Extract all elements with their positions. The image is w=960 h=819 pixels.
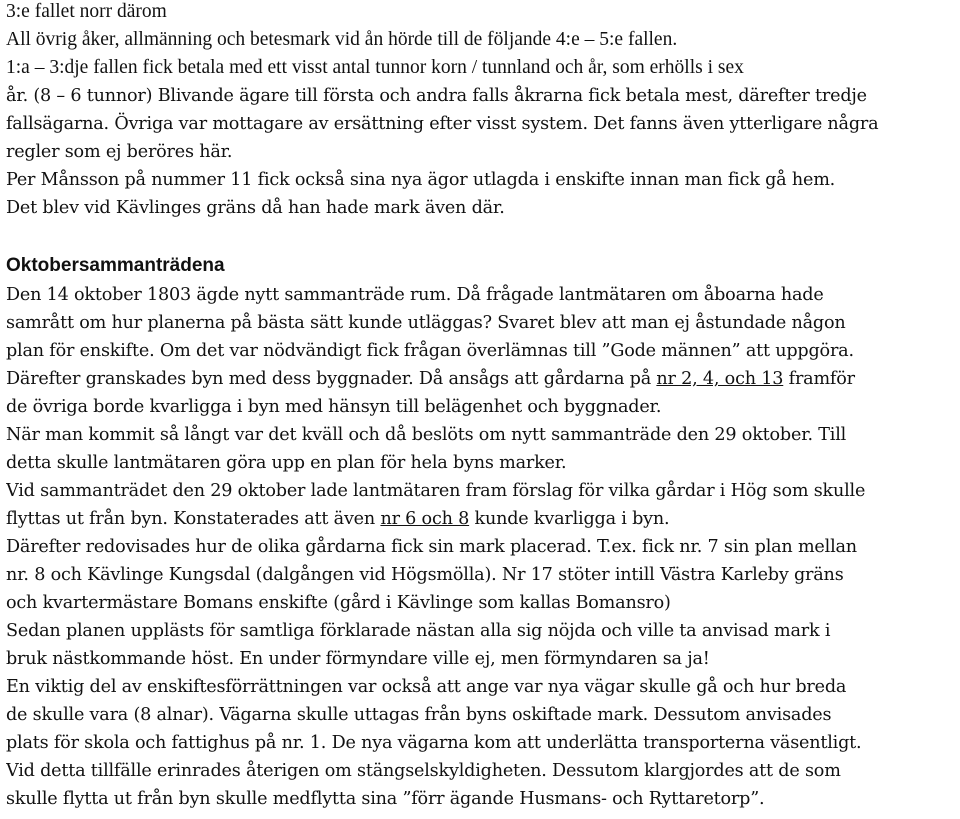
text-segment: år. (8 – 6 tunnor) Blivande ägare till första och andra falls åkrarna fick betala mest, därefter tredje <box>6 86 867 106</box>
text-segment: Den 14 oktober 1803 ägde nytt sammanträde rum. Då frågade lantmätaren om åboarna hade <box>6 285 824 305</box>
text-segment: plan för enskifte. Om det var nödvändigt fick frågan överlämnas till ”Gode männen” att uppgöra. <box>6 341 854 361</box>
text-segment: Vid detta tillfälle erinrades återigen om stängselskyldigheten. Dessutom klargjordes att de som <box>6 761 841 781</box>
text-segment: de skulle vara (8 alnar). Vägarna skulle uttagas från byns oskiftade mark. Dessutom anvisades <box>6 705 832 725</box>
text-segment: En viktig del av enskiftesförrättningen var också att ange var nya vägar skulle gå och hur breda <box>6 677 847 697</box>
text-line <box>6 393 954 421</box>
text-line <box>6 785 954 813</box>
text-line <box>6 138 954 166</box>
text-line <box>6 54 954 82</box>
text-segment: Vid sammanträdet den 29 oktober lade lantmätaren fram förslag för vilka gårdar i Hög som skulle <box>6 481 866 501</box>
text-segment: kunde kvarligga i byn. <box>469 509 670 529</box>
underlined-reference: nr 6 och 8 <box>380 509 470 529</box>
text-segment: Sedan planen upplästs för samtliga förklarade nästan alla sig nöjda och ville ta anvisad mark i <box>6 621 831 641</box>
text-segment: bruk nästkommande höst. En under förmyndare ville ej, men förmyndaren sa ja! <box>6 649 710 669</box>
text-segment: Oktobersammanträdena <box>6 255 225 276</box>
text-line <box>6 309 954 337</box>
text-segment: nr. 8 och Kävlinge Kungsdal (dalgången vid Högsmölla). Nr 17 stöter intill Västra Karleby gräns <box>6 565 844 585</box>
text-line <box>6 701 954 729</box>
text-line <box>6 0 954 26</box>
underlined-reference: nr 2, 4, och 13 <box>656 369 784 389</box>
text-segment: samrått om hur planerna på bästa sätt kunde utläggas? Svaret blev att man ej åstundade någon <box>6 313 846 333</box>
text-segment: detta skulle lantmätaren göra upp en plan för hela byns marker. <box>6 453 567 473</box>
text-line <box>6 194 954 222</box>
text-segment: fallsägarna. Övriga var mottagare av ersättning efter visst system. Det fanns även ytterligare några <box>6 114 879 134</box>
text-segment: regler som ej beröres här. <box>6 142 233 162</box>
text-line <box>6 729 954 757</box>
text-segment: de övriga borde kvarligga i byn med hänsyn till belägenhet och byggnader. <box>6 397 662 417</box>
text-segment: skulle flytta ut från byn skulle medflytta sina ”förr ägande Husmans- och Ryttaretorp”. <box>6 789 765 809</box>
text-segment: plats för skola och fattighus på nr. 1. De nya vägarna kom att underlätta transporterna väsentligt. <box>6 733 862 753</box>
text-segment: Därefter granskades byn med dess byggnader. Då ansågs att gårdarna på <box>6 369 657 389</box>
text-segment: framför <box>783 369 855 389</box>
text-line <box>6 110 954 138</box>
text-line <box>6 166 954 194</box>
text-line <box>6 757 954 785</box>
text-segment: flyttas ut från byn. Konstaterades att även <box>6 509 381 529</box>
text-segment: Per Månsson på nummer 11 fick också sina nya ägor utlagda i enskifte innan man fick gå hem. <box>6 170 836 190</box>
text-segment: 3:e fallet norr därom <box>6 1 167 22</box>
text-segment: All övrig åker, allmänning och betesmark vid ån hörde till de följande 4:e – 5:e fallen. <box>6 29 678 50</box>
text-line <box>6 561 954 589</box>
text-line <box>6 673 954 701</box>
text-line <box>6 589 954 617</box>
text-line <box>6 449 954 477</box>
section-heading <box>6 252 954 280</box>
text-line <box>6 533 954 561</box>
text-line <box>6 477 954 505</box>
text-line <box>6 505 954 533</box>
text-segment: och kvartermästare Bomans enskifte (gård i Kävlinge som kallas Bomansro) <box>6 593 671 613</box>
text-line <box>6 281 954 309</box>
text-line <box>6 421 954 449</box>
text-segment: 1:a – 3:dje fallen fick betala med ett visst antal tunnor korn / tunnland och år, som erhölls i sex <box>6 57 744 78</box>
text-line <box>6 645 954 673</box>
text-segment: När man kommit så långt var det kväll och då beslöts om nytt sammanträde den 29 oktober. Till <box>6 425 847 445</box>
text-line <box>6 337 954 365</box>
text-line <box>6 617 954 645</box>
text-segment: Därefter redovisades hur de olika gårdarna fick sin mark placerad. T.ex. fick nr. 7 sin plan mellan <box>6 537 857 557</box>
text-segment: Det blev vid Kävlinges gräns då han hade mark även där. <box>6 198 505 218</box>
text-line <box>6 365 954 393</box>
text-line <box>6 82 954 110</box>
text-line <box>6 26 954 54</box>
